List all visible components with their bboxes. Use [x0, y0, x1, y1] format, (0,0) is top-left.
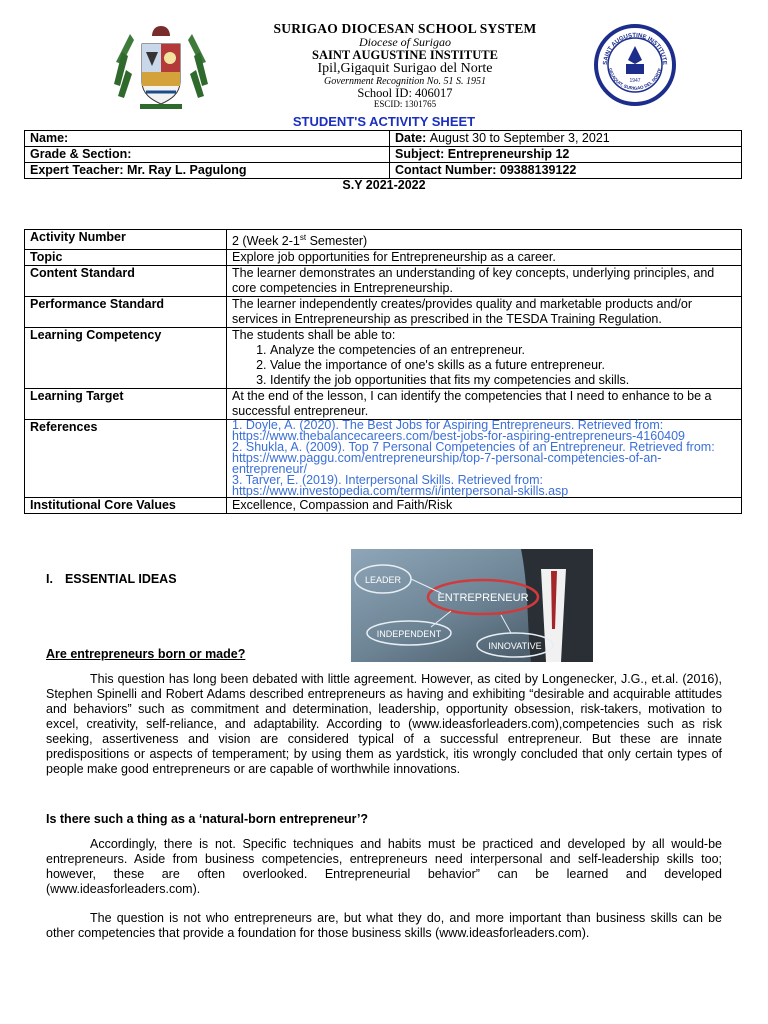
list-item: 1. Analyze the competencies of an entrepreneur. — [270, 343, 736, 358]
references-list — [227, 420, 742, 498]
table-row — [25, 230, 742, 250]
reference-link-3[interactable]: 3. Tarver, E. (2019). Interpersonal Skills. Retrieved from: https://www.investopedia.com/terms/i/interpersonal-skills.asp — [232, 473, 569, 499]
list-item: 3. Identify the job opportunities that fits my competencies and skills. — [270, 373, 736, 388]
table-row — [25, 163, 742, 179]
letterhead — [0, 20, 768, 110]
activity-number-label: Activity Number — [25, 230, 227, 250]
government-recognition: Government Recognition No. 51 S. 1951 — [324, 75, 486, 87]
ordinal-suffix: st — [299, 233, 307, 242]
content-standard-label: Content Standard — [25, 266, 227, 297]
table-row — [25, 147, 742, 163]
school-id: School ID: 406017 — [357, 86, 453, 101]
essential-ideas-heading — [46, 572, 177, 586]
entrepreneur-concept-image — [351, 549, 593, 662]
date-field — [390, 131, 742, 147]
school-header-text — [230, 22, 580, 110]
photo-word-leader: LEADER — [364, 575, 402, 585]
core-values-value: Excellence, Compassion and Faith/Risk — [227, 498, 742, 514]
school-location: Ipil,Gigaquit Surigao del Norte — [317, 60, 493, 76]
reference-link-2[interactable]: 2. Shukla, A. (2009). Top 7 Personal Competencies of an Entrepreneur. Retrieved from: https://www.paggu.com/entrepreneurship/top-7-personal-competencies-of-an-entrepreneur/ — [232, 440, 715, 477]
table-row — [25, 420, 742, 498]
topic-label: Topic — [25, 250, 227, 266]
expert-teacher-field: Expert Teacher: Mr. Ray L. Pagulong — [25, 163, 390, 179]
school-seal-icon — [594, 24, 676, 106]
learning-competency-value — [227, 328, 742, 389]
competency-list — [232, 343, 736, 388]
reference-link-1[interactable]: 1. Doyle, A. (2020). The Best Jobs for Aspiring Entrepreneurs. Retrieved from: https://www.thebalancecareers.com/best-jobs-for-aspiring-entrepreneurs-4160409 — [232, 418, 686, 444]
paragraph-text: Accordingly, there is not. Specific techniques and habits must be practiced and developed by all would-be entrepreneurs. Aside from business competencies, entrepreneurs need interpersonal and self-leadership skills too; however, these are often overlooked. Entrepreneurial behavior” can be learned and developed (www.ideasforleaders.com). — [46, 837, 722, 896]
performance-standard-label: Performance Standard — [25, 297, 227, 328]
question-natural-born: Is there such a thing as a ‘natural-born entrepreneur’? — [46, 812, 369, 826]
table-row — [25, 131, 742, 147]
activity-sheet-title: STUDENT'S ACTIVITY SHEET — [292, 114, 476, 129]
topic-value: Explore job opportunities for Entrepreneurship as a career. — [227, 250, 742, 266]
table-row — [25, 389, 742, 420]
date-value: August 30 to September 3, 2021 — [429, 131, 610, 145]
school-year: S.Y 2021-2022 — [342, 178, 426, 192]
table-row — [25, 498, 742, 514]
institute-name: SAINT AUGUSTINE INSTITUTE — [312, 47, 498, 62]
section-title: ESSENTIAL IDEAS — [64, 572, 177, 586]
table-row — [25, 328, 742, 389]
activity-number-value — [227, 230, 742, 250]
semester-text: Semester) — [306, 234, 368, 249]
seal-year: 1947 — [629, 78, 641, 84]
paragraph-text: This question has long been debated with little agreement. However, as cited by Longenecker, J.G., et.al. (2016), Stephen Spinelli and Robert Adams described entrepreneurs as having and exhibiting “desirable and acquirable attitudes and behaviors” such as commitment and determination, leadership, opportunity obsession, risk-takers, motivation to excel, creativity, self-reliance, and adaptability. According to (www.ideasforleaders.com),competencies such as risk seeking, assertiveness and vision are considered typical of a successful entrepreneur. But these are innate predispositions or aspects of temperament; by using them as yardstick, itis wrongly concluded that only certain types of people make good entrepreneurs or are capable of worthwhile innovations. — [46, 672, 722, 776]
date-label: Date: — [395, 131, 427, 145]
paragraph-natural-born — [46, 837, 722, 897]
diocese-name: Diocese of Surigao — [359, 35, 451, 50]
name-field[interactable]: Name: — [25, 131, 390, 147]
student-info-table — [24, 130, 742, 179]
seal-text: SAINT AUGUSTINE INSTITUTE — [602, 32, 668, 66]
activity-number-text: 2 (Week 2-1 — [232, 234, 300, 249]
performance-standard-value: The learner independently creates/provides quality and marketable products and/or services in Entrepreneurship as prescribed in the TESDA Training Regulation. — [227, 297, 742, 328]
references-label: References — [25, 420, 227, 498]
paragraph-born-or-made — [46, 672, 722, 777]
table-row — [25, 297, 742, 328]
core-values-label: Institutional Core Values — [25, 498, 227, 514]
competency-intro: The students shall be able to: — [232, 328, 396, 343]
escid: ESCID: 1301765 — [373, 99, 437, 110]
list-item: 2. Value the importance of one's skills as a future entrepreneur. — [270, 358, 736, 373]
school-system-name: SURIGAO DIOCESAN SCHOOL SYSTEM — [273, 21, 537, 36]
grade-section-field[interactable]: Grade & Section: — [25, 147, 390, 163]
subject-field: Subject: Entrepreneurship 12 — [390, 147, 742, 163]
photo-word-innovative: INNOVATIVE — [488, 641, 542, 651]
photo-word-independent: INDEPENDENT — [376, 629, 442, 639]
activity-details-table — [24, 229, 742, 514]
seal-bottom-text: GIGAQUIT, SURIGAO DEL NORTE — [607, 67, 663, 91]
contact-number-field: Contact Number: 09388139122 — [390, 163, 742, 179]
table-row — [25, 266, 742, 297]
learning-competency-label: Learning Competency — [25, 328, 227, 389]
photo-word-entrepreneur: ENTREPRENEUR — [437, 592, 529, 604]
paragraph-text: The question is not who entrepreneurs are, but what they do, and more important than business skills can be other competencies that provide a foundation for those business skills (www.ideasforleaders.com). — [46, 911, 722, 940]
diocesan-coat-of-arms-icon — [112, 22, 210, 112]
content-standard-value: The learner demonstrates an understanding of key concepts, underlying principles, and core competencies in Entrepreneurship. — [227, 266, 742, 297]
learning-target-label: Learning Target — [25, 389, 227, 420]
table-row — [25, 250, 742, 266]
learning-target-value: At the end of the lesson, I can identify the competencies that I need to enhance to be a successful entrepreneur. — [227, 389, 742, 420]
question-born-or-made: Are entrepreneurs born or made? — [46, 647, 246, 661]
paragraph-what-they-do — [46, 911, 722, 941]
section-number: I. — [46, 572, 53, 586]
